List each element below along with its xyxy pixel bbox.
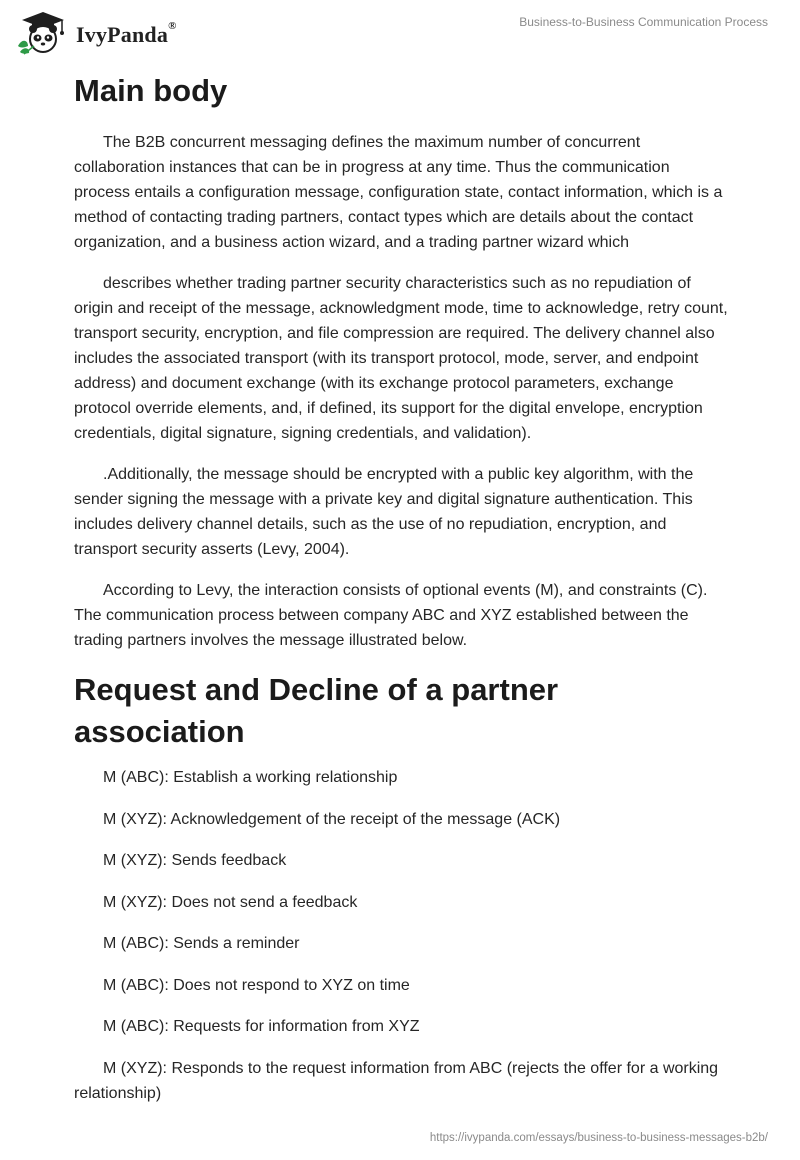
- message-item: M (XYZ): Responds to the request information from ABC (rejects the offer for a working relationship): [74, 1059, 719, 1102]
- paragraph: describes whether trading partner security characteristics such as no repudiation of origin and receipt of the message, acknowledgment mode, time to acknowledge, retry count, transport security, encryption, and file compression are required. The delivery channel also includes the associated transport (with its transport protocol, mode, server, and endpoint address) and document exchange (with its exchange protocol parameters, exchange protocol override elements, and, if defined, its support for the digital envelope, encryption credentials, digital signature, signing credentials, and validation).: [74, 275, 728, 442]
- heading-request-decline: Request and Decline of a partner association: [74, 672, 559, 749]
- brand-name: IvyPanda®: [76, 20, 177, 47]
- message-item: M (ABC): Requests for information from XYZ: [103, 1018, 420, 1035]
- message-item: M (XYZ): Sends feedback: [103, 852, 287, 869]
- paragraph: The B2B concurrent messaging defines the maximum number of concurrent collaboration instances that can be in progress at any time. Thus the communication process entails a configuration message, configuration state, contact information, which is a method of contacting trading partners, contact types which are details about the contact organization, and a business action wizard, and a trading partner wizard which: [74, 134, 723, 251]
- article-content: [74, 70, 730, 1122]
- panda-graduate-icon: [14, 10, 72, 56]
- source-url[interactable]: https://ivypanda.com/essays/business-to-business-messages-b2b/: [429, 1132, 768, 1144]
- ivypanda-logo[interactable]: [14, 10, 177, 56]
- message-item: M (ABC): Does not respond to XYZ on time: [103, 976, 410, 994]
- paragraph: According to Levy, the interaction consists of optional events (M), and constraints (C). The communication process between company ABC and XYZ established between the trading partners involves the message illustrated below.: [74, 582, 708, 649]
- document-title: Business-to-Business Communication Process: [519, 15, 768, 29]
- message-item: M (ABC): Establish a working relationship: [103, 769, 398, 786]
- paragraph: .Additionally, the message should be encrypted with a public key algorithm, with the sender signing the message with a private key and digital signature authentication. This includes delivery channel details, such as the use of no repudiation, encryption, and transport security asserts (Levy, 2004).: [74, 466, 694, 558]
- message-item: M (XYZ): Does not send a feedback: [103, 893, 358, 911]
- heading-main-body: Main body: [74, 73, 228, 108]
- message-item: M (ABC): Sends a reminder: [103, 935, 300, 952]
- message-item: M (XYZ): Acknowledgement of the receipt of the message (ACK): [103, 810, 561, 828]
